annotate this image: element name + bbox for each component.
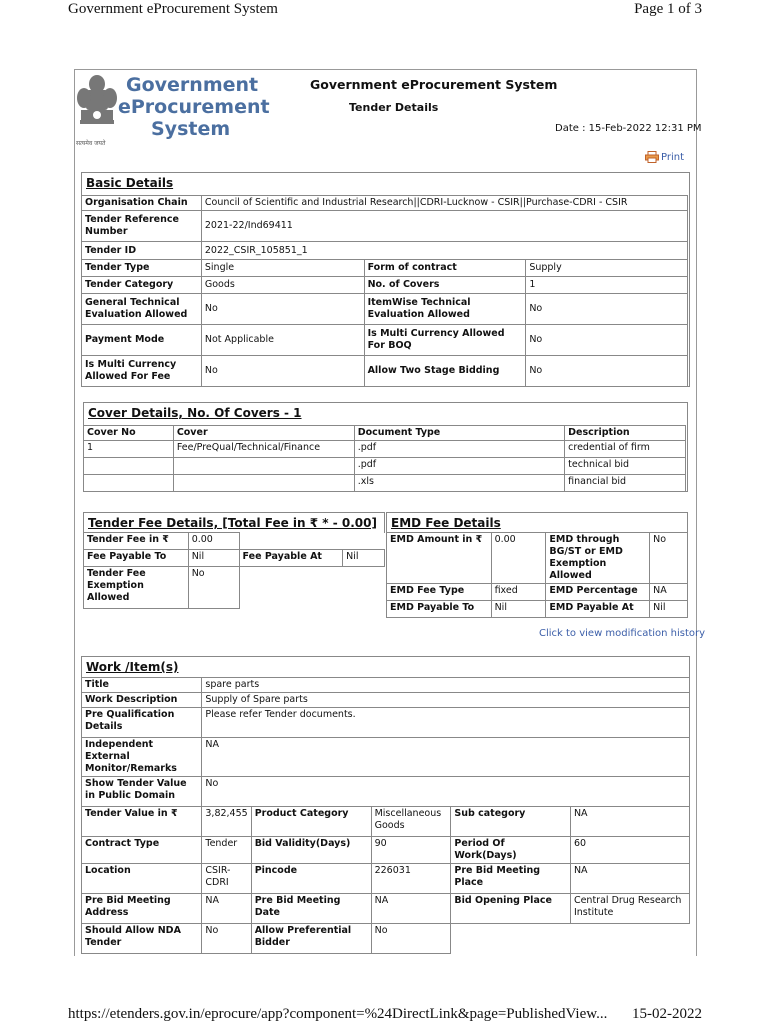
emd-through-label: EMD through BG/ST or EMD Exemption Allowed <box>546 533 650 584</box>
table-cell: 1 <box>84 441 174 458</box>
table-row <box>82 260 688 277</box>
table-row <box>84 533 385 550</box>
form-of-contract-label: Form of contract <box>364 260 526 277</box>
empty-cell <box>343 533 385 550</box>
modification-history-link[interactable]: Click to view modification history <box>539 628 706 639</box>
emd-payable-to-label: EMD Payable To <box>387 601 492 618</box>
table-row <box>82 924 690 954</box>
pre-bid-meeting-date-value: NA <box>371 894 451 924</box>
table-row <box>82 678 690 693</box>
table-cell: .pdf <box>354 458 564 475</box>
logo-line-1: Government <box>126 74 259 96</box>
pre-bid-meeting-place-value: NA <box>570 864 689 894</box>
itemwise-technical-evaluation-value: No <box>526 294 688 325</box>
page-footer-url: https://etenders.gov.in/eprocure/app?component=%24DirectLink&page=PublishedView... <box>68 1006 608 1022</box>
table-cell <box>84 475 174 492</box>
form-of-contract-value: Supply <box>526 260 688 277</box>
logo-line-3: System <box>151 118 231 140</box>
table-row <box>82 294 688 325</box>
contract-type-value: Tender <box>202 837 251 864</box>
multi-currency-fee-label: Is Multi Currency Allowed For Fee <box>82 356 202 387</box>
pincode-label: Pincode <box>251 864 371 894</box>
document-subtitle: Tender Details <box>349 101 439 114</box>
emd-payable-at-value: Nil <box>650 601 688 618</box>
table-cell: technical bid <box>565 458 686 475</box>
tender-value-value: 3,82,455 <box>202 807 251 837</box>
table-row <box>84 441 686 458</box>
table-row <box>82 837 690 864</box>
period-of-work-value: 60 <box>570 837 689 864</box>
tender-fee-title: Tender Fee Details, [Total Fee in ₹ * - 0.00] <box>88 516 377 530</box>
sub-category-label: Sub category <box>451 807 571 837</box>
tender-fee-label: Tender Fee in ₹ <box>84 533 189 550</box>
emd-payable-at-label: EMD Payable At <box>546 601 650 618</box>
pre-qualification-value: Please refer Tender documents. <box>202 708 690 738</box>
contract-type-label: Contract Type <box>82 837 202 864</box>
table-row <box>84 458 686 475</box>
emd-amount-label: EMD Amount in ₹ <box>387 533 492 584</box>
column-header: Description <box>565 426 686 441</box>
nda-tender-value: No <box>202 924 251 954</box>
tender-type-label: Tender Type <box>82 260 202 277</box>
table-row <box>82 777 690 807</box>
tender-id-value: 2022_CSIR_105851_1 <box>201 242 687 260</box>
external-monitor-value: NA <box>202 738 690 777</box>
table-cell <box>173 475 354 492</box>
general-technical-evaluation-label: General Technical Evaluation Allowed <box>82 294 202 325</box>
table-row <box>387 533 688 584</box>
table-row <box>82 807 690 837</box>
work-items-table <box>81 677 690 954</box>
cover-details-title: Cover Details, No. Of Covers - 1 <box>88 406 302 420</box>
fee-payable-to-value: Nil <box>188 550 239 567</box>
table-header-row <box>84 426 686 441</box>
table-cell <box>84 458 174 475</box>
printer-icon <box>645 151 659 163</box>
emd-amount-value: 0.00 <box>491 533 546 584</box>
emd-percentage-label: EMD Percentage <box>546 584 650 601</box>
table-row <box>82 196 688 211</box>
tender-ref-value: 2021-22/Ind69411 <box>201 211 687 242</box>
table-row <box>82 693 690 708</box>
pre-qualification-label: Pre Qualification Details <box>82 708 202 738</box>
pre-bid-meeting-address-value: NA <box>202 894 251 924</box>
table-row <box>82 738 690 777</box>
tender-fee-section <box>83 512 385 533</box>
table-row <box>387 584 688 601</box>
pre-bid-meeting-date-label: Pre Bid Meeting Date <box>251 894 371 924</box>
fee-payable-at-label: Fee Payable At <box>239 550 343 567</box>
table-cell: credential of firm <box>565 441 686 458</box>
multi-currency-fee-value: No <box>201 356 364 387</box>
table-cell: .xls <box>354 475 564 492</box>
table-row <box>84 567 385 609</box>
tender-fee-table <box>83 532 385 609</box>
emd-fee-table <box>386 532 688 618</box>
pre-bid-meeting-place-label: Pre Bid Meeting Place <box>451 864 571 894</box>
table-row <box>84 550 385 567</box>
column-header: Cover No <box>84 426 174 441</box>
work-title-label: Title <box>82 678 202 693</box>
emd-through-value: No <box>650 533 688 584</box>
page-footer-date: 15-02-2022 <box>632 1006 702 1022</box>
basic-details-title: Basic Details <box>86 176 174 190</box>
table-row <box>82 894 690 924</box>
org-chain-label: Organisation Chain <box>82 196 202 211</box>
product-category-label: Product Category <box>251 807 371 837</box>
empty-cell <box>239 533 343 550</box>
table-cell: Fee/PreQual/Technical/Finance <box>173 441 354 458</box>
table-row <box>82 325 688 356</box>
fee-exemption-value: No <box>188 567 239 609</box>
bid-opening-place-label: Bid Opening Place <box>451 894 571 924</box>
show-tender-value-value: No <box>202 777 690 807</box>
document-date: Date : 15-Feb-2022 12:31 PM <box>555 123 702 134</box>
period-of-work-label: Period Of Work(Days) <box>451 837 571 864</box>
print-button[interactable] <box>645 151 684 163</box>
table-row <box>82 864 690 894</box>
emd-payable-to-value: Nil <box>491 601 546 618</box>
cover-details-section <box>83 402 688 492</box>
itemwise-technical-evaluation-label: ItemWise Technical Evaluation Allowed <box>364 294 526 325</box>
emd-percentage-value: NA <box>650 584 688 601</box>
sub-category-value: NA <box>570 807 689 837</box>
table-cell <box>173 458 354 475</box>
two-stage-bidding-value: No <box>526 356 688 387</box>
no-of-covers-label: No. of Covers <box>364 277 526 294</box>
cover-details-table <box>83 425 686 492</box>
general-technical-evaluation-value: No <box>201 294 364 325</box>
tender-category-value: Goods <box>201 277 364 294</box>
table-cell: financial bid <box>565 475 686 492</box>
tender-id-label: Tender ID <box>82 242 202 260</box>
fee-payable-to-label: Fee Payable To <box>84 550 189 567</box>
nda-tender-label: Should Allow NDA Tender <box>82 924 202 954</box>
bid-opening-place-value: Central Drug Research Institute <box>570 894 689 924</box>
work-items-title: Work /Item(s) <box>86 660 179 674</box>
logo-line-2: eProcurement <box>118 96 270 118</box>
location-label: Location <box>82 864 202 894</box>
table-row <box>82 242 688 260</box>
two-stage-bidding-label: Allow Two Stage Bidding <box>364 356 526 387</box>
basic-details-table <box>81 195 688 387</box>
tender-fee-value: 0.00 <box>188 533 239 550</box>
emd-fee-section <box>386 512 688 533</box>
product-category-value: Miscellaneous Goods <box>371 807 451 837</box>
bid-validity-value: 90 <box>371 837 451 864</box>
external-monitor-label: Independent External Monitor/Remarks <box>82 738 202 777</box>
empty-cell <box>239 567 343 609</box>
column-header: Cover <box>173 426 354 441</box>
emd-fee-type-value: fixed <box>491 584 546 601</box>
empty-cell <box>343 567 385 609</box>
preferential-bidder-value: No <box>371 924 451 954</box>
page-number: Page 1 of 3 <box>634 1 702 17</box>
work-items-section <box>81 656 690 677</box>
preferential-bidder-label: Allow Preferential Bidder <box>251 924 371 954</box>
print-label: Print <box>661 151 685 163</box>
work-description-label: Work Description <box>82 693 202 708</box>
payment-mode-label: Payment Mode <box>82 325 202 356</box>
document-title: Government eProcurement System <box>310 77 558 92</box>
table-row <box>82 211 688 242</box>
work-description-value: Supply of Spare parts <box>202 693 690 708</box>
tender-value-label: Tender Value in ₹ <box>82 807 202 837</box>
site-logo <box>118 74 270 140</box>
empty-cell <box>451 924 571 954</box>
table-row <box>82 277 688 294</box>
fee-exemption-label: Tender Fee Exemption Allowed <box>84 567 189 609</box>
column-header: Document Type <box>354 426 564 441</box>
emd-fee-type-label: EMD Fee Type <box>387 584 492 601</box>
pre-bid-meeting-address-label: Pre Bid Meeting Address <box>82 894 202 924</box>
table-row <box>82 356 688 387</box>
tender-ref-label: Tender Reference Number <box>82 211 202 242</box>
basic-details-section <box>81 172 690 387</box>
table-cell: .pdf <box>354 441 564 458</box>
page-header-title: Government eProcurement System <box>68 1 278 17</box>
empty-cell <box>570 924 689 954</box>
no-of-covers-value: 1 <box>526 277 688 294</box>
fee-payable-at-value: Nil <box>343 550 385 567</box>
table-row <box>84 475 686 492</box>
location-value: CSIR-CDRI <box>202 864 251 894</box>
emblem-motto: सत्यमेव जयते <box>76 140 106 147</box>
multi-currency-boq-label: Is Multi Currency Allowed For BOQ <box>364 325 526 356</box>
bid-validity-label: Bid Validity(Days) <box>251 837 371 864</box>
org-chain-value: Council of Scientific and Industrial Research||CDRI-Lucknow - CSIR||Purchase-CDRI - CSIR <box>201 196 687 211</box>
table-row <box>387 601 688 618</box>
payment-mode-value: Not Applicable <box>201 325 364 356</box>
show-tender-value-label: Show Tender Value in Public Domain <box>82 777 202 807</box>
multi-currency-boq-value: No <box>526 325 688 356</box>
work-title-value: spare parts <box>202 678 690 693</box>
table-row <box>82 708 690 738</box>
tender-category-label: Tender Category <box>82 277 202 294</box>
tender-type-value: Single <box>201 260 364 277</box>
emd-fee-title: EMD Fee Details <box>391 516 501 530</box>
pincode-value: 226031 <box>371 864 451 894</box>
